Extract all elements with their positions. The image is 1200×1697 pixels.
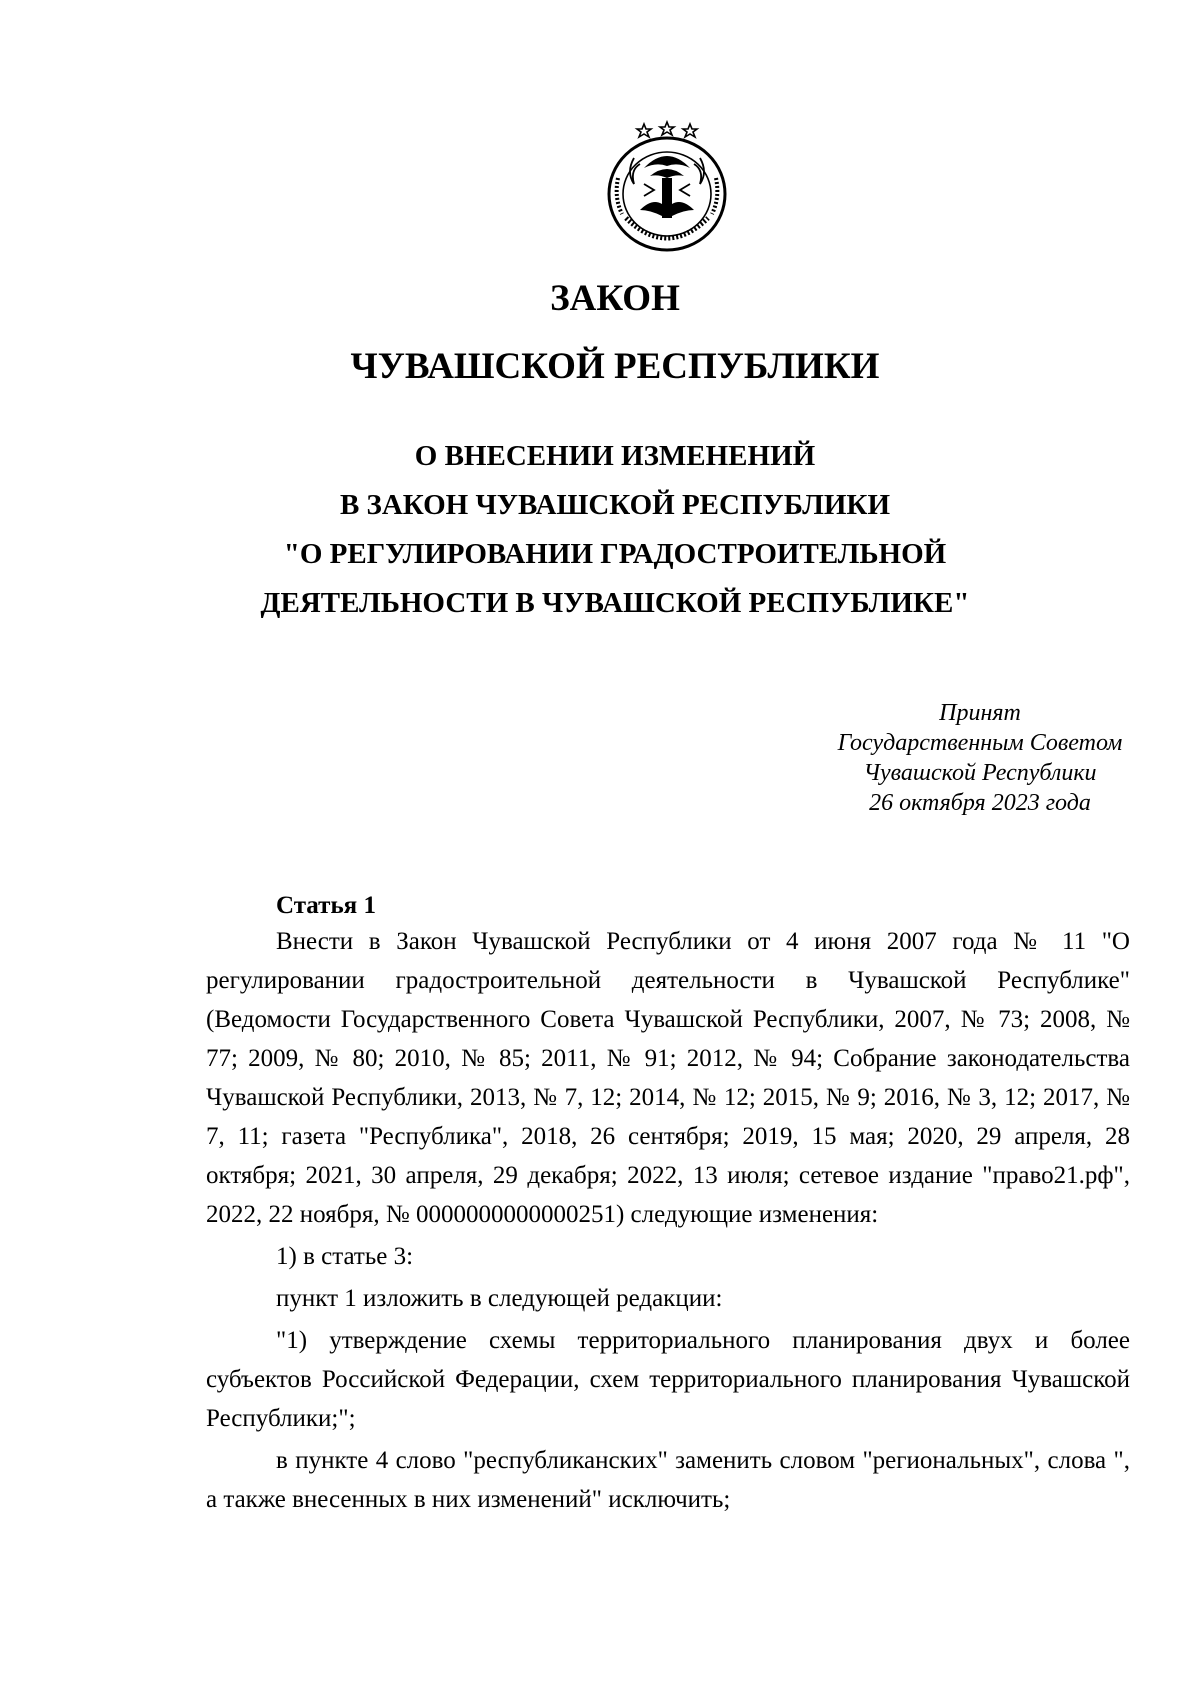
article-body	[206, 922, 1130, 1519]
subtitle-line: ДЕЯТЕЛЬНОСТИ В ЧУВАШСКОЙ РЕСПУБЛИКЕ"	[260, 587, 970, 619]
adoption-line: Принят	[939, 700, 1021, 726]
adoption-date: 26 октября 2023 года	[869, 790, 1091, 816]
subtitle-line: В ЗАКОН ЧУВАШСКОЙ РЕСПУБЛИКИ	[339, 489, 891, 521]
law-subtitle	[0, 432, 1200, 628]
quoted-paragraph: "1) утверждение схемы территориального планирования двух и более субъектов Российской Федерации, схем территориального планирования Чувашской Республики;";	[206, 1327, 1130, 1432]
adoption-note	[780, 698, 1180, 818]
subtitle-line: О ВНЕСЕНИИ ИЗМЕНЕНИЙ	[414, 440, 816, 472]
adoption-line: Чувашской Республики	[863, 760, 1097, 786]
article-intro-paragraph: Внести в Закон Чувашской Республики от 4 июня 2007 года № 11 "О регулировании градостроительной деятельности в Чувашской Республике" (Ведомости Государственного Совета Чувашской Республики, 2007, № 73; 2008, № 77; 2009, № 80; 2010, № 85; 2011, № 91; 2012, № 94; Собрание законодательства Чувашской Республики, 2013, № 7, 12; 2014, № 12; 2015, № 9; 2016, № 3, 12; 2017, № 7, 11; газета "Республика", 2018, 26 сентября; 2019, 15 мая; 2020, 29 апреля, 28 октября; 2021, 30 апреля, 29 декабря; 2022, 13 июля; сетевое издание "право21.рф", 2022, 22 ноября, № 0000000000000251) следующие изменения:	[206, 928, 1130, 1228]
adoption-line: Государственным Советом	[837, 730, 1123, 756]
republic-title: ЧУВАШСКОЙ РЕСПУБЛИКИ	[350, 346, 880, 387]
item-paragraph: 1) в статье 3:	[276, 1243, 414, 1270]
subtitle-line: "О РЕГУЛИРОВАНИИ ГРАДОСТРОИТЕЛЬНОЙ	[283, 538, 947, 570]
article-heading: Статья 1	[276, 892, 376, 919]
item-paragraph: пункт 1 изложить в следующей редакции:	[276, 1285, 723, 1312]
law-title: ЗАКОН	[550, 278, 680, 319]
chuvash-republic-emblem	[604, 118, 730, 254]
item-paragraph: в пункте 4 слово "республиканских" заменить словом "региональных", слова ", а также внесенных в них изменений" исключить;	[206, 1447, 1130, 1513]
